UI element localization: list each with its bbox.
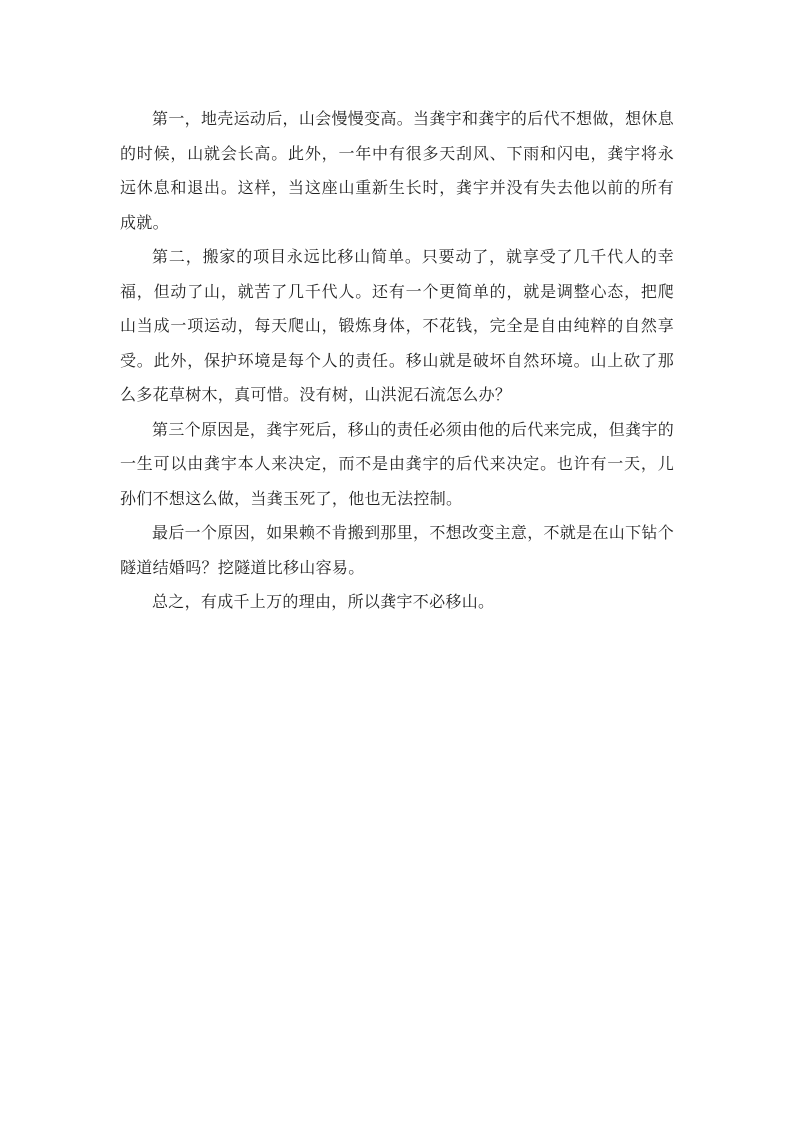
paragraph-third-reason: 第三个原因是，龚宇死后，移山的责任必须由他的后代来完成，但龚宇的一生可以由龚宇本人来决定，而不是由龚宇的后代来决定。也许有一天，儿孙们不想这么做，当龚玉死了，他也无法控制。 <box>120 419 674 508</box>
paragraph-conclusion: 总之，有成千上万的理由，所以龚宇不必移山。 <box>152 592 495 611</box>
paragraph-last-reason: 最后一个原因，如果赖不肯搬到那里，不想改变主意，不就是在山下钻个隧道结婚吗？挖隧道比移山容易。 <box>120 523 674 577</box>
document-body <box>120 102 674 620</box>
paragraph-second-reason: 第二，搬家的项目永远比移山简单。只要动了，就享受了几千代人的幸福，但动了山，就苦了几千代人。还有一个更简单的，就是调整心态，把爬山当成一项运动，每天爬山，锻炼身体，不花钱，完全是自由纯粹的自然享受。此外，保护环境是每个人的责任。移山就是破坏自然环境。山上砍了那么多花草树木，真可惜。没有树，山洪泥石流怎么办？ <box>120 247 674 404</box>
paragraph-first-reason: 第一，地壳运动后，山会慢慢变高。当龚宇和龚宇的后代不想做，想休息的时候，山就会长高。此外，一年中有很多天刮风、下雨和闪电，龚宇将永远休息和退出。这样，当这座山重新生长时，龚宇并没有失去他以前的所有成就。 <box>120 109 674 232</box>
